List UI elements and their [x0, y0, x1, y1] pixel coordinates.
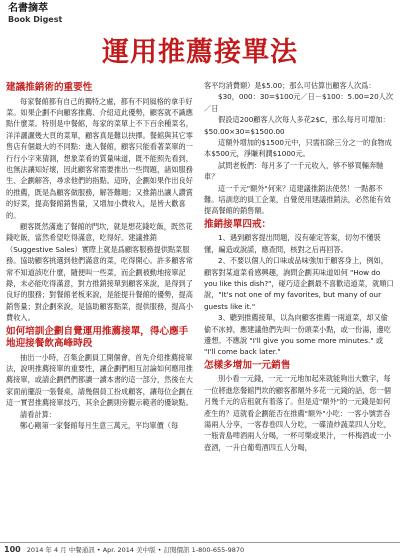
page-number: 100 [4, 545, 21, 554]
section-heading: 如何培訓企劃自覺運用推薦接單，得心應手地迎接餐飲高峰時段 [6, 325, 189, 350]
body-paragraph: 抽出一小時，召集企劃員工開個會，首先介紹推薦接單法，說明推薦接單的重要性，讓企劃們相互討論如何應用推薦接單，或請企劃們們都讀一讀本書的這一部分，然後在大家面前擺設一張餐桌，請幾個員工扮成顧客，讓每位企劃在這一實習推薦接單技巧，其余企劃則旁觀示範者的優缺點。 [6, 352, 193, 408]
body-paragraph: 請看計算： [20, 409, 56, 419]
body-paragraph: 2、不要以個人的口味或品味強加于顧客身上，例如，顧客對某道菜肴感興趣，詢問企劃其味道如何 "How do you like this dish?"，碰巧這企劃最不喜歡這道菜，就順口說，"It's not one of my favorites, but many of our guests like it." [204, 256, 394, 311]
section-heading: 怎樣多增加一元銷售 [204, 359, 291, 371]
section-title-zh: 名書摘萃 [8, 3, 48, 14]
body-paragraph: 鄭心剛第一家餐館每月生意三萬元，平均單價（每 [20, 421, 179, 431]
body-paragraph: $30，000：30=$100元／日－$100：5.00=20人次／日 [204, 92, 394, 113]
page-footer [0, 542, 400, 557]
body-paragraph: 別小看一元錢，一元一元地加起來就能夠出大數字，每一位將進您餐館門坎的顧客都額外多花一元錢的話，您一個月幾千元的店租就有着落了。但是這"額外"的一元錢是如何產生的？這就看企劃能否在推薦"額外"小吃：一客小號雲吞湯兩人分享，一客春卷四人分吃，一碟清炒蔬菜四人分吃，一瓶青島啤酒兩人分喝，一杯可樂或果汁，一杯梅酒或一小壺酒，一升白葡萄酒四五人分喝， [204, 374, 391, 452]
section-title-en: Book Digest [8, 15, 63, 24]
body-paragraph: 顧客既然滿進了餐館的門坎，就是想花錢吃飯，既然花錢吃飯，當然希望吃得滿意，吃得好。建議推銷（Suggestive Sales）實際上就是爲顧客服務提供點菜服務。協助顧客挑選到他們滿意的菜，吃得開心。許多顧客常常不知道該吃什麼，隨便叫一些菜，而企劃被動地接單記錄，未必能吃得滿意，對方推銷接單到顧客來說，是得到了良好的服務；對餐館老板來說，是能提升餐館的優勢，提高銷售量；對企劃來說，是協助顧客點菜，提供服務，提高小費收入。 [6, 221, 193, 323]
body-paragraph: 1、遇到顧客提出問題，沒有確定答案，切勿不懂裝懂，編造或說謊，應查問，核對之后再回答。 [204, 233, 381, 254]
body-paragraph: 客平均消費額）是$5.00；那么可估算出顧客人次爲： [204, 81, 376, 90]
right-column [204, 80, 394, 542]
body-paragraph: 每家餐館都有自己的獨特之處，都有不同風格的拿手好菜。如果企劃不向顧客推薦、介紹這此優勢，顧客就不識應點什麼菜。特別是中餐館，每家的菜單上不下百余種菜名，洋洋灑灑幾大頁的菜單，顧客真是難以抉擇。餐館與其它零售店有個最大的不同點：進入餐館，顧客只能看著菜單的一行行小字來猜測，想象菜肴的質量味道，既不能照先看到，也無法讓知好壞，因此顧客常需要推出一些問題，諸如服務生、企劃解答，尋求他們的指點。這時，企劃如果作出良好的推薦，既是為顧客做服務，解答難題；又推銷出讓人讚賞的好菜，提高餐館銷售量，又增加小費收入，是皆大歡喜的。 [6, 96, 193, 220]
section-heading: 推銷接單四戒： [204, 218, 272, 230]
body-paragraph: 假設這200顧客人次每人多花2$C，那么每月可增加：$50.00×30=$1500.00 [204, 115, 390, 136]
body-paragraph: 這額外增加的$1500元中，只需扣除三分之一的食物成本$500元，淨賺利潤$1000元。 [204, 138, 392, 159]
left-column [6, 80, 196, 542]
section-heading: 建議推銷術的重要性 [6, 82, 93, 93]
body-paragraph: 試問老板們：每月多了一千元收入，够不够買輛奔馳車？ [204, 160, 384, 182]
section-header [8, 3, 128, 25]
article-title: 運用推薦接單法 [102, 37, 298, 68]
body-paragraph: 這一千元"額外"何來？這建議推銷法使然！一點都不難。培訓您的員工企業，自覺使用建議推銷法，必然能有效提高餐館的銷售額。 [204, 183, 391, 216]
footer-text: 2014 年 4 月 中餐通訊 • Apr. 2014 美中版 • 訂閱價訊 1-800-655-9870 [26, 546, 245, 554]
body-paragraph: 3、聽到推薦接單，以為向顧客推薦一兩道菜，却又偷偷不冰掉，應建議他們先叫一份頭菜小點，或一份湯，邊吃邊想。不應說 "I'll give you some more minutes." 或 "I'll come back later." [204, 313, 391, 357]
